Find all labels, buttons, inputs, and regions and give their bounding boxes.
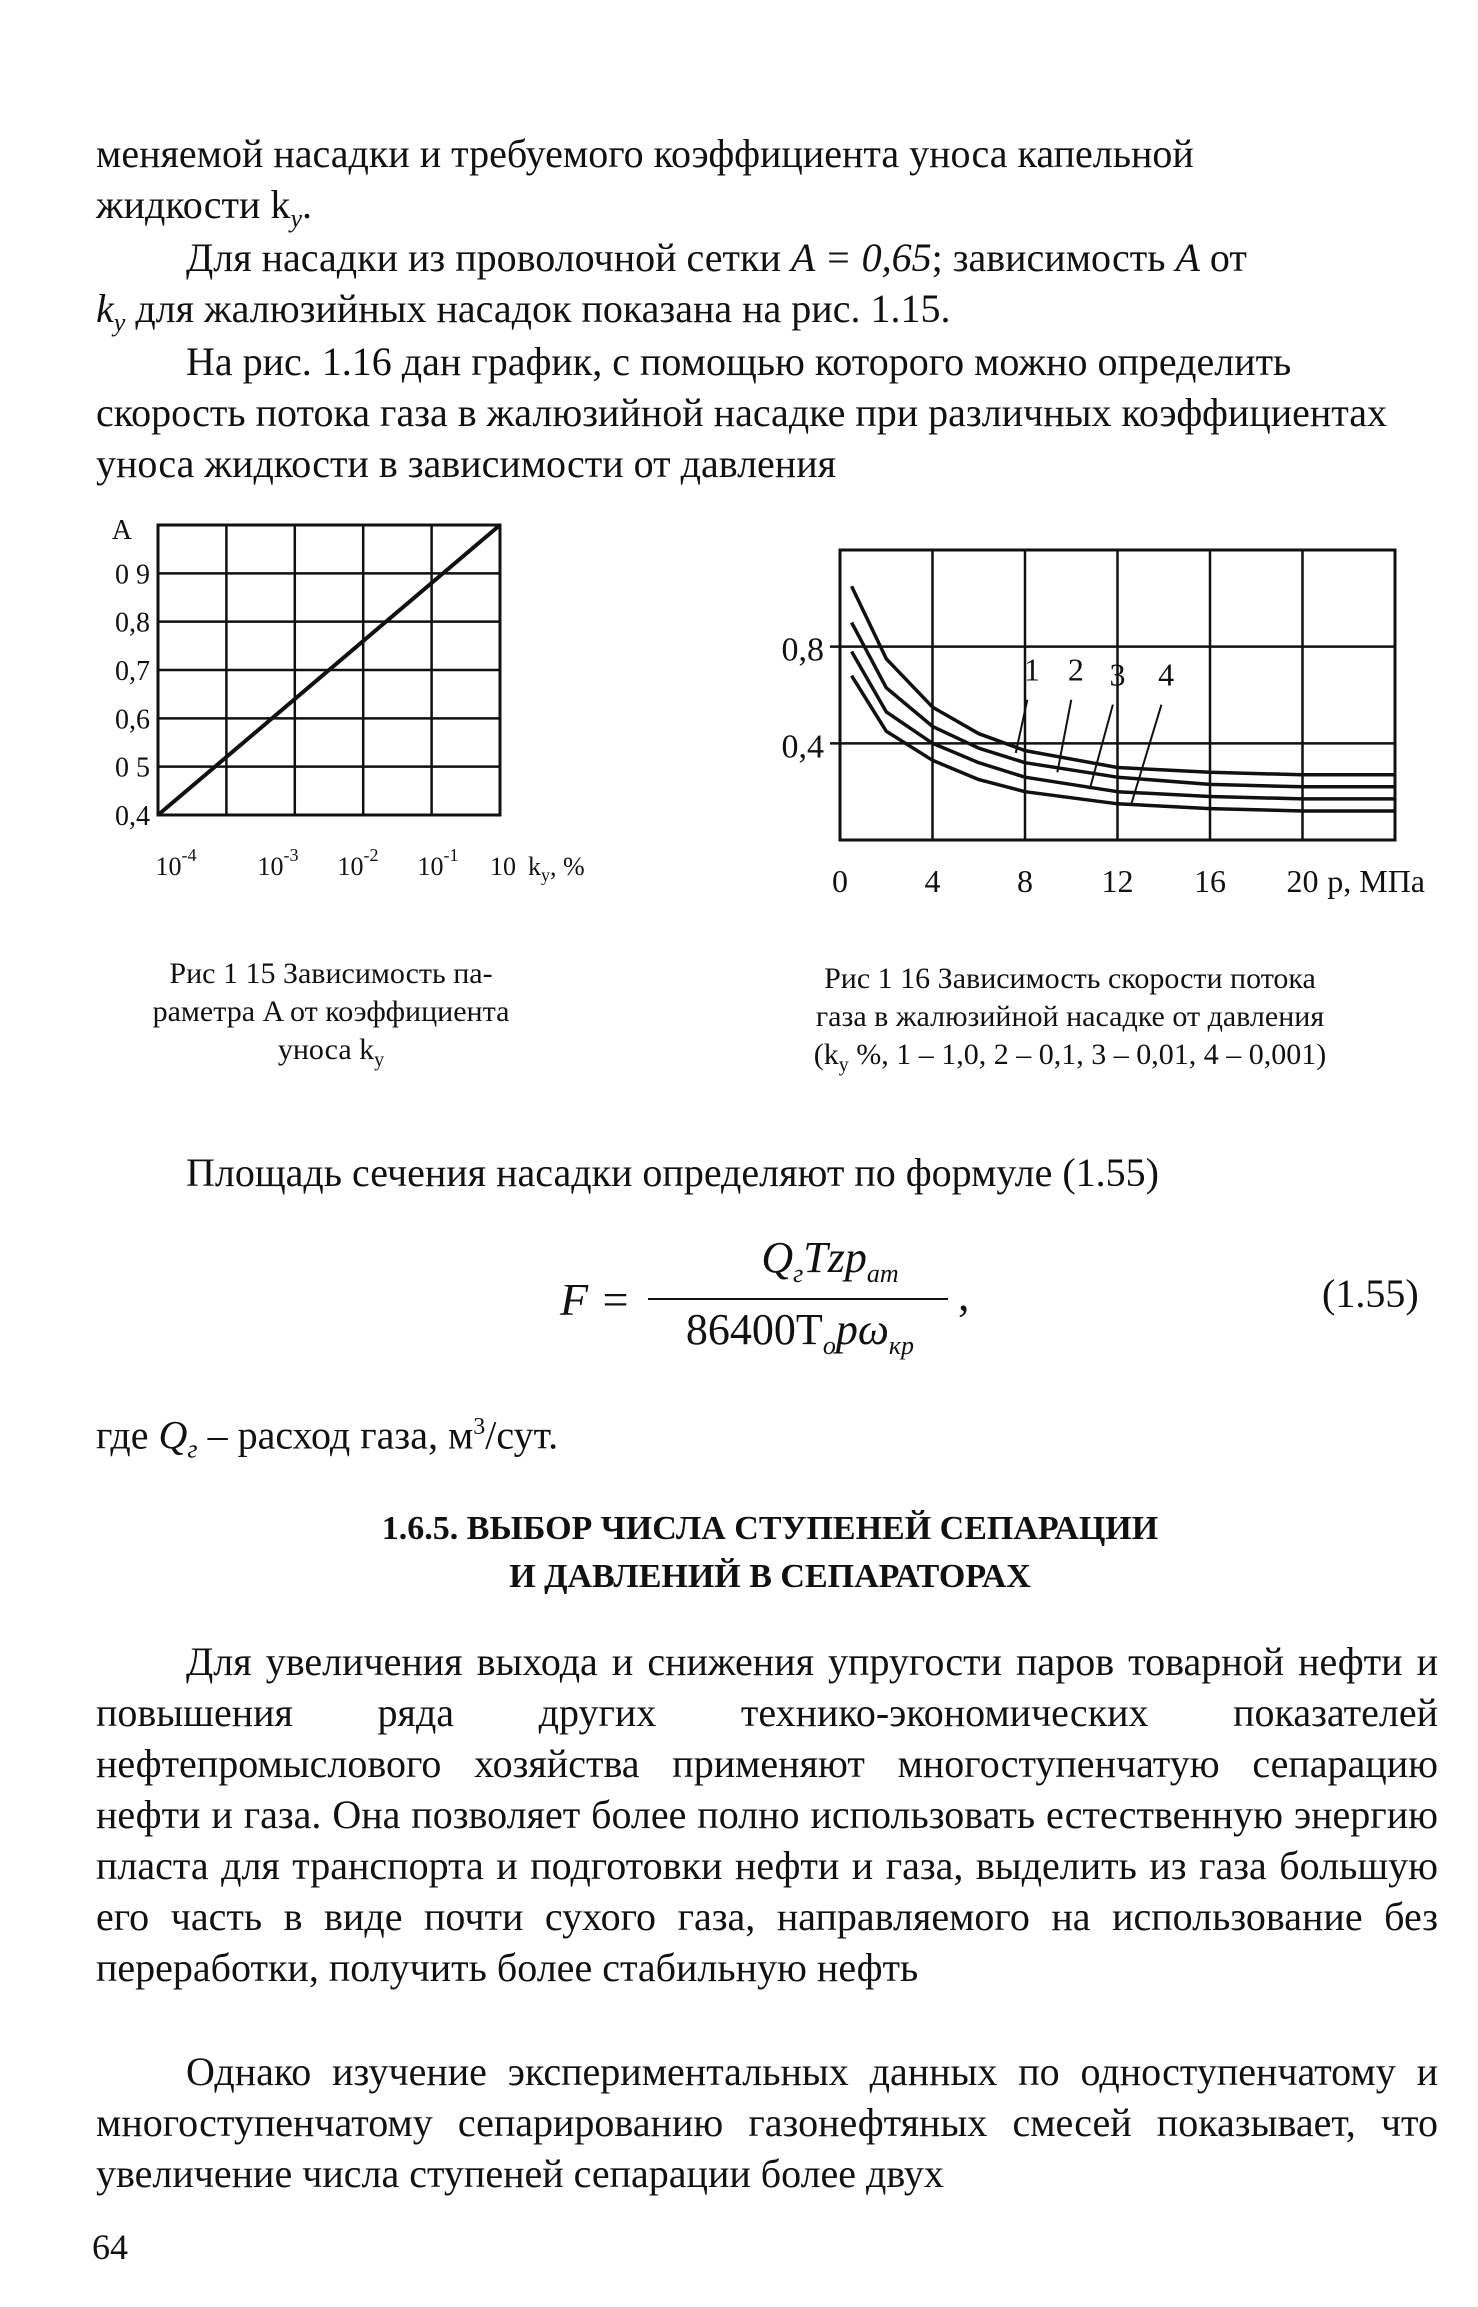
curve-leader-line xyxy=(1057,700,1071,773)
x-tick-label: 10 xyxy=(490,852,516,881)
formula-denominator xyxy=(640,1304,960,1361)
paragraph-multistage: Для увеличения выхода и снижения упругости паров товарной нефти и повышения ряда других технико-экономических показателей нефтепромыслового хозяйства применяют многоступенчатую сепарацию нефти и газа. Она позволяет более полно использовать естественную энергию пласта для транспорта и подготовки нефти и газа, выделить из газа большую его часть в виде почти сухого газа, направляемого на использование без переработки, получить более стабильную нефть xyxy=(96,1639,1438,1990)
fraction-bar xyxy=(648,1298,948,1300)
y-tick-label: 0,4 xyxy=(115,801,150,832)
formula-number: (1.55) xyxy=(1322,1271,1419,1316)
x-tick-label: 8 xyxy=(1017,863,1033,899)
subscript: ат xyxy=(866,1258,899,1288)
figure-1-16-caption xyxy=(740,960,1400,1084)
curve-label: 1 xyxy=(1023,651,1040,688)
variable: pω xyxy=(835,1305,889,1354)
caption-line: Рис 1 16 Зависимость скорости потока xyxy=(824,962,1316,995)
variable: 86400T xyxy=(685,1305,823,1354)
text: где xyxy=(96,1412,159,1458)
y-tick-label: 0,8 xyxy=(115,607,150,639)
subscript: кр xyxy=(888,1330,915,1360)
y-tick-label: 0,4 xyxy=(781,728,824,766)
formula-numerator xyxy=(690,1232,970,1289)
caption-line: %, 1 – 1,0, 2 – 0,1, 3 – 0,01, 4 – 0,001) xyxy=(848,1038,1327,1071)
text: Для насадки из проволочной сетки xyxy=(186,235,791,280)
y-axis-label: A xyxy=(111,515,132,546)
subscript: y xyxy=(113,308,126,337)
variable: Q xyxy=(761,1233,794,1282)
curve-label: 4 xyxy=(1158,656,1175,693)
caption-line: уноса k xyxy=(277,1033,375,1066)
x-tick-label: $10^{-3}$ xyxy=(257,845,299,881)
x-tick-label: 0 xyxy=(832,863,848,899)
subscript: о xyxy=(822,1330,836,1360)
figure-1-15-caption xyxy=(96,955,566,1079)
paragraph-gas-flow xyxy=(96,1402,1438,1474)
text-line: меняемой насадки и требуемого коэффициента уноса капельной xyxy=(96,131,1194,176)
page-number: 64 xyxy=(92,2227,128,2267)
y-tick-label: 0,8 xyxy=(781,631,824,669)
x-tick-label: $10^{-1}$ xyxy=(417,845,459,881)
figure-1-16-chart xyxy=(740,540,1430,910)
text: – расход газа, м xyxy=(197,1412,474,1458)
subscript: г xyxy=(793,1258,804,1288)
x-axis-label: p, МПа xyxy=(1327,863,1425,899)
curve-label: 3 xyxy=(1109,656,1126,693)
superscript: 3 xyxy=(473,1414,486,1440)
paragraph-continuation: меняемой насадки и требуемого коэффициента уноса капельной жидкости $k_y$. xyxy=(96,131,1194,233)
paragraph-formula-intro: Площадь сечения насадки определяют по формуле (1.55) xyxy=(186,1150,1159,1195)
y-tick-label: 0 5 xyxy=(115,752,150,784)
x-tick-label: 12 xyxy=(1101,863,1134,899)
variable: Q xyxy=(158,1412,188,1458)
subscript: y xyxy=(374,1049,385,1071)
formula-lhs: F = xyxy=(560,1274,631,1325)
y-tick-label: 0,6 xyxy=(115,704,150,736)
subscript: y xyxy=(838,1054,849,1076)
figure-1-15-chart xyxy=(90,505,590,915)
paragraph-mesh xyxy=(96,232,1438,348)
paragraph-fig16-intro: На рис. 1.16 дан график, с помощью которого можно определить скорость потока газа в жалюзийной насадке при различных коэффициентах уноса жидкости в зависимости от давления xyxy=(96,339,1388,486)
subscript: y xyxy=(290,204,302,233)
x-tick-label: 4 xyxy=(924,863,941,899)
caption-line: раметра A от коэффициента xyxy=(152,995,510,1028)
variable: Tzp xyxy=(803,1233,867,1282)
caption-line: Рис 1 15 Зависимость па- xyxy=(169,957,493,990)
text: ; зависимость xyxy=(931,235,1176,280)
variable: A xyxy=(1175,235,1200,280)
text-line: жидкости k xyxy=(96,182,291,227)
equation: A = 0,65 xyxy=(790,235,932,280)
curve-leader-line xyxy=(1131,705,1161,804)
text: для жалюзийных насадок показана на рис. 1.15. xyxy=(125,286,951,331)
text: /сут. xyxy=(485,1412,559,1458)
y-tick-label: 0,7 xyxy=(115,656,150,687)
section-heading xyxy=(180,1505,1360,1601)
x-axis-label: $k_y$, % xyxy=(528,852,585,885)
x-tick-label: 16 xyxy=(1194,863,1226,899)
x-tick-label: 20 xyxy=(1286,863,1319,899)
x-tick-label: $10^{-4}$ xyxy=(155,845,197,881)
caption-line: газа в жалюзийной насадке от давления xyxy=(815,1000,1325,1033)
heading-line: 1.6.5. ВЫБОР ЧИСЛА СТУПЕНЕЙ СЕПАРАЦИИ xyxy=(381,1510,1159,1547)
heading-line: И ДАВЛЕНИЙ В СЕПАРАТОРАХ xyxy=(509,1558,1031,1595)
formula-comma: , xyxy=(958,1269,970,1320)
y-tick-label: 0 9 xyxy=(115,559,150,591)
paragraph-experimental: Однако изучение экспериментальных данных по одноступенчатому и многоступенчатому сепарированию газонефтяных смесей показывает, что увеличение числа ступеней сепарации более двух xyxy=(96,2049,1438,2196)
subscript: г xyxy=(187,1434,198,1464)
x-tick-label: $10^{-2}$ xyxy=(337,845,379,881)
caption-line: (k xyxy=(813,1038,839,1071)
text: от xyxy=(1199,235,1247,280)
curve-label: 2 xyxy=(1067,651,1084,688)
variable: k xyxy=(96,286,114,331)
